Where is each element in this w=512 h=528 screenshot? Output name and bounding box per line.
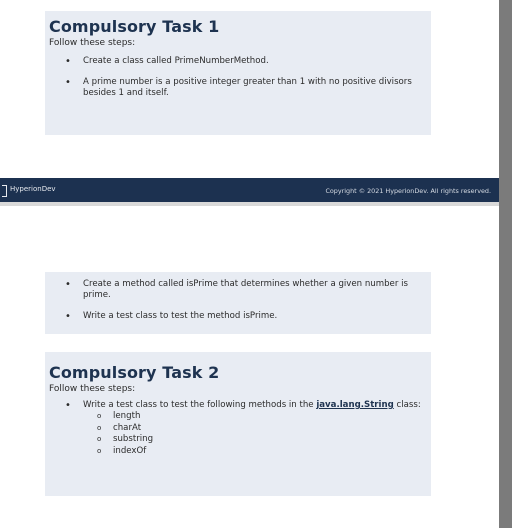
task1-title: Compulsory Task 1 xyxy=(49,17,220,36)
methods-sublist xyxy=(83,411,421,457)
task2-box xyxy=(45,352,431,496)
list-item: • Create a method called isPrime that determines whether a given number is prime. xyxy=(49,279,427,301)
list-item: • Write a test class to test the method isPrime. xyxy=(49,311,427,322)
task2-list xyxy=(49,400,427,457)
footer-brand: HyperionDev xyxy=(10,185,56,193)
task2-intro: Follow these steps: xyxy=(49,384,136,394)
task1-continued-list xyxy=(49,279,427,322)
method-item: o indexOf xyxy=(83,446,421,458)
list-item: • A prime number is a positive integer greater than 1 with no positive divisors besides 1 and itself. xyxy=(49,77,427,99)
task1-box xyxy=(45,11,431,135)
vertical-scrollbar[interactable] xyxy=(499,0,512,528)
method-item: o substring xyxy=(83,434,421,446)
page-footer xyxy=(0,178,499,202)
task2-title: Compulsory Task 2 xyxy=(49,363,220,382)
task2-item-suffix: class: xyxy=(393,400,421,410)
hyperiondev-logo-icon xyxy=(2,185,7,197)
task2-item-text: Write a test class to test the following methods in the xyxy=(83,400,317,410)
list-item xyxy=(49,400,427,457)
footer-copyright: Copyright © 2021 HyperionDev. All rights reserved. xyxy=(325,187,491,195)
task1-list xyxy=(49,56,427,99)
document-page-2 xyxy=(0,206,499,528)
method-item: o charAt xyxy=(83,423,421,435)
task1-continued-box xyxy=(45,272,431,334)
document-page-1 xyxy=(0,0,499,176)
java-lang-string-link[interactable]: java.lang.String xyxy=(316,400,394,410)
task1-intro: Follow these steps: xyxy=(49,38,136,48)
list-item: • Create a class called PrimeNumberMethod. xyxy=(49,56,427,67)
method-item: o length xyxy=(83,411,421,423)
